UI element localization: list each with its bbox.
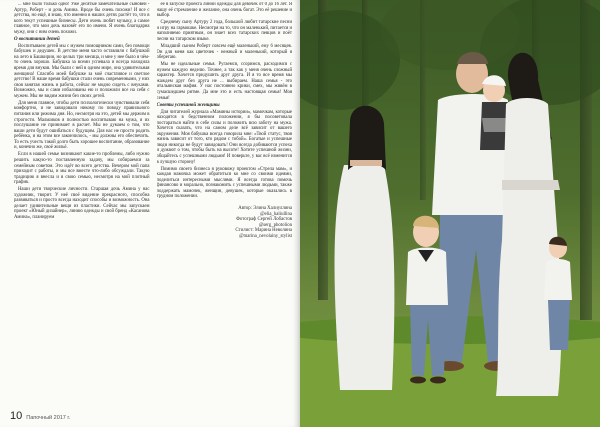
page-number: 10 [10,410,23,422]
credit-stylist-handle: @marina_nevolainy_stylist [239,233,292,239]
article-paragraph: Для меня главное, чтобы дети психологически чувствовали себя комфортно, и не завидовали никому по поводу правильного питания или режима дня. Но, несмотря на это, детей мы держим в строгости. Мальчиков я полностью воспитываю на мужа, я их послушание не принимает в расчет. Мы не думаем о том, что ваши дети будут ошибаться с будущим. Для нас не просто родить ребёнка, и на этом все закончилось, - мы должны его обеспечить. То есть учесть такой долго быть хорошее воспитание, образование и, конечно же, своё жильё. [14,100,150,151]
article-paragraph: Для читателей журнала «Мамины истории», мамочкам, которые находятся в бедственном положении, я бы посоветовала постараться найти в себе силы и положить всю заботу на мужа. Хочется сказать, что на самом деле всё зависит от вашего окружения. Моя бабушка всегда говорила мне: «Твой статус, твоя жизнь зависит от того, кто рядом с тобой». Богатые и успешные люди никогда не будут завидовать! Они всегда добиваются успеха и думают о том, чтобы быть на высоте! Хотите успешной жизни, общайтесь с успешными людьми! И поверьте, у вас всё изменится в лучшую сторону! [156,109,292,165]
credit-photographer: Фотограф Сергей Лобастов [236,217,292,223]
credit-stylist: Стилист: Марина Неволина [235,228,292,234]
article-paragraph: Среднему сыну Артуру 2 года, большой любит татарские песни и игру на гармошке. Несмотря на то, что он маленький, питается и наполняемо приятным, он знает всех татарских певцов и поёт песни на татарском языке. [156,20,292,42]
article-paragraph: Если в нашей семье возникают какие-то проблемы, либо нужно решить какую-то поставленную задачу, мы собираемся за семейным советом. Это идёт во всего детства. Вечером мой папа приходит с работы, и мы все вместе что-либо обсуждали. Такую традицию я внесла и в свою семью, несмотря на мой плотный график. [14,152,150,186]
section-heading-advice: Советы успешной женщины [156,103,220,109]
family-photo [300,0,600,427]
article-paragraph: Мы не идеальные семья. Ругаемся, ссоримся, расходимся с мужем каждую неделю. Точнее, а так как у меня очень сложный характер. Хочется придушить друг друга. И я то все время мы жаждем друг без друга не ... выбираем. Наша семья - это итальянская мафия. У нас постоянно крики, смех, мы живём в сумасшедшем ритме. Да мне это и есть настоящая семья! Моя семья! [156,62,292,101]
credit-author-handle: @elia_haliullina [260,211,292,217]
issue-label: Папочный 2017 г. [26,415,71,421]
credit-author: Автор: Элина Халиуллина [238,205,292,211]
right-page [300,0,600,427]
article-paragraph: ... мне было только одно! Уже десятые замечательные сыновей - Артур, Роберт - и дочь Амина. Вроде бы очень похожи! И все с детства, но ещё, я знаю, что именно в наших детях растёт то, что в кого текут успешные бизнесы. Дети очень любят музыку, а самое главное, что мои дочь назовёт его по имени. Я очень благодарна мужу, они с ним очень похожи. [14,2,150,35]
article-paragraph: Младший сыном Роберт совсем ещё маленький, ему 6 месяцев. Он для меня как цветочек - нежный и маленький, который я оберегаю. [156,44,292,61]
article-paragraph: её в запуске проекта линии одежды для девочек от 0 до 16 лет. Я нашу её стремление и желание, она очень богат. Это её решение и выбор. [156,2,292,19]
article-paragraph: Воспитываем детей мы с мужем помощником сами, без помощи бабушек и дедушек. В детстве меня часто оставляли с бабушкой на лето в Башкирии, но целых три месяца, и мне у нее было в чём-то очень хорошо. Бабушка за всеми успевала и всегда находила время для внуков. Мы были с ней в одном мире, она удивительная женщина! Спасибо моей бабушке за моё счастливое и светлое детство! В наше время бабушки стали очень современными, у них своя занятая жизнь и работа, сейчас не модно сидеть с внуками. Возможно, мы и сами избалованы ею и положили все на себя с мужем. Мы не видим жизни без своих детей. [14,43,150,99]
section-heading-upbringing: О воспитании детей [14,37,60,43]
article-paragraph: Помимо своего бизнеса я руковожу проектом «Стрела мам», и каждая мамочка может обратиться ко мне со своими идеями, поделиться интересными мыслями. Я всегда готова помочь финансово и морально, познакомить с успешными людьми, также поддержать мамочек, женщин, девушек, которые оказались в трудном положении. [156,166,292,200]
article-credits [157,206,293,240]
article-column-2 [157,2,293,404]
article-paragraph: Наши дети творческие личности. Старшая дочь Амина у нас художник, творит. У неё своё видение прекрасного, способна развиваться и просто всегда находит способы и возможность. Она делает удивительные вещи из пластики. Сейчас мы запускаем проект «Юный дизайнер», линию одежды и свой бренд «Касанова Амина», планируем [14,187,150,221]
page-footer [10,410,70,422]
credit-photographer-handle: @serg_photolion [258,222,292,228]
article-columns [14,2,292,404]
article-column-1 [14,2,150,404]
